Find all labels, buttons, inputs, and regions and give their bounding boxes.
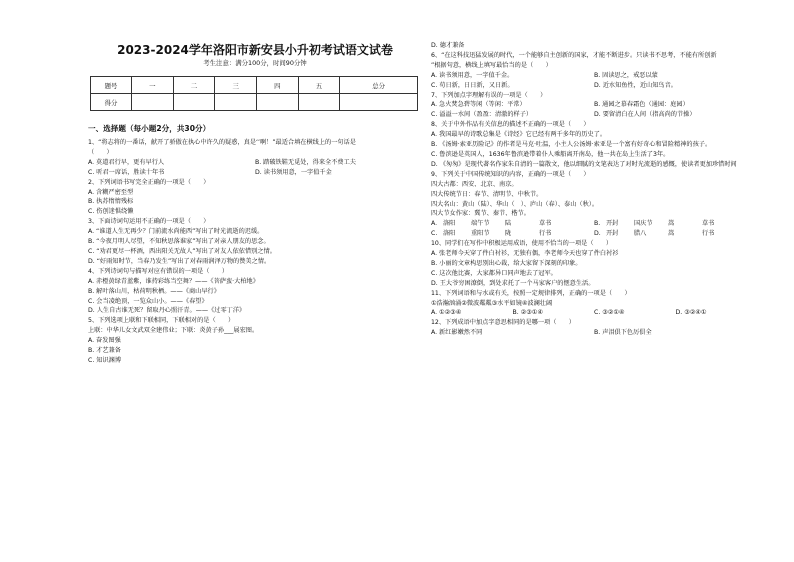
- score-cell[interactable]: [256, 94, 298, 111]
- score-row-label: 得分: [91, 94, 132, 111]
- score-header-cell: 二: [173, 77, 215, 94]
- option-table-row: [431, 219, 757, 229]
- option-group: [431, 229, 594, 239]
- option-item: C. 苟日新，日日新，又日新。: [431, 81, 514, 89]
- score-header-cell: 题号: [91, 77, 132, 94]
- question-line: A. 张老师今天穿了件白衬衫，无独有偶，李老师今天也穿了件白衬衫: [431, 250, 619, 258]
- question-line: B. 《汤姆·索亚历险记》的作者是马克·吐温，小主人公汤姆·索亚是一个富有好奇心和冒险精神的孩子。: [431, 141, 712, 149]
- question-line: B. “今夜月明人尽望，不知秋思落谁家”写出了对亲人朋友的思念。: [88, 238, 270, 246]
- option-cell: 行书: [539, 230, 552, 238]
- option-cell: 草书: [539, 220, 552, 228]
- left-column: [88, 0, 422, 562]
- option-row: [431, 328, 757, 338]
- option-item: A. 急火焚急碧等闲（等闲：平常）: [431, 101, 526, 109]
- question-line: C. 伤创迷惧绕懒: [88, 208, 134, 216]
- question-line: D. 德才兼备: [431, 42, 465, 49]
- option-item: C. 溢溢一水间（盈盈：清澈的样子）: [431, 111, 533, 119]
- option-item: B. 固读思之，戒恶以蒙: [594, 71, 658, 79]
- question-line: A. 赤橙黄绿青蓝紫，谁持彩练当空舞？——《菩萨蛮·大柏地》: [88, 277, 259, 285]
- score-cell[interactable]: [298, 94, 340, 111]
- option-cell: 嵩: [668, 220, 675, 228]
- option-cell: C.: [431, 230, 438, 238]
- option-row: [88, 168, 422, 178]
- option-row: [431, 110, 757, 120]
- question-line: 4、下列诗词句与描写对应有错误的一项是（ ）: [88, 267, 229, 275]
- left-question-list: [88, 138, 422, 366]
- option-cell: D.: [594, 230, 601, 238]
- question-line: 3、下面诗词句运用不正确的一项是（ ）: [88, 218, 210, 226]
- question-line: 上联：中华儿女文武双全建伟业；下联：炎黄子孙___展宏图。: [88, 327, 259, 335]
- score-header-cell: 总分: [340, 77, 418, 94]
- question-line: B. 执苏惰惰残标: [88, 198, 134, 206]
- option-row: [431, 71, 757, 81]
- question-line: 四大传统节日：春节、清明节、中秋节。: [431, 190, 543, 198]
- question-line: D. 王大爷穷困潦倒，到处求托了一个马家客户的惬意生活。: [431, 279, 595, 287]
- score-header-cell: 一: [132, 77, 174, 94]
- option-row: [88, 158, 422, 168]
- question-line: A. 我国最早的诗歌总集是《诗经》它已经有两千多年的历史了。: [431, 131, 607, 139]
- score-header-cell: 四: [256, 77, 298, 94]
- option-group: [594, 229, 757, 239]
- option-cell: 重阳节: [471, 230, 490, 238]
- score-cell[interactable]: [132, 94, 174, 111]
- option-cell: 嵩: [668, 230, 675, 238]
- right-question-list: [431, 41, 757, 338]
- score-cell[interactable]: [215, 94, 257, 111]
- question-line: C. 鲁滨逊是英国人，1636年鲁滨逊带着仆人乘船离开南岛，他一共在岛上生活了3年。: [431, 150, 670, 158]
- score-header-cell: 三: [215, 77, 257, 94]
- question-line: A. 奋发图强: [88, 337, 121, 345]
- option-item: B. 踏破铁鞋无觅处，得来全不费工夫: [255, 158, 356, 166]
- score-cell[interactable]: [173, 94, 215, 111]
- option-item: D. 要留清白在人间（指高尚的节操）: [594, 111, 696, 119]
- score-table-header: [91, 77, 418, 94]
- option-cell: B.: [594, 220, 601, 228]
- option-cell: 端午节: [471, 220, 490, 228]
- question-line: 7、下列加点字理解有误的一项是（ ）: [431, 91, 547, 99]
- option-cell: 陆: [505, 220, 512, 228]
- option-row: [431, 308, 757, 318]
- option-group: [594, 219, 757, 229]
- option-item: D. 读书须用意，一字值千金: [255, 168, 332, 176]
- question-line: 四大节女作家：冀节、秦节、楷节。: [431, 210, 530, 218]
- option-table-row: [431, 229, 757, 239]
- question-line: 1、“将志将的一番话，献开了骄傲在执心中许久的疑惑，真是‘’啊！”最适合填在横线上的一句话是: [88, 139, 356, 146]
- option-item: D. 近水知鱼性，近山知鸟音。: [594, 81, 677, 89]
- score-table-row: [91, 94, 418, 111]
- question-line: 5、下列选项上联和下联相同，下联相对的是（ ）: [88, 317, 235, 325]
- score-table: [90, 76, 418, 111]
- question-line: 12、下列成语中加点字意思相同的是哪一项（ ）: [431, 319, 575, 327]
- option-cell: 国庆节: [634, 220, 653, 228]
- option-item: C. ③②①④: [594, 309, 625, 317]
- question-line: 11、下列词语和与水或有关，按照一定规律排列，正确的一项是（ ）: [431, 289, 631, 297]
- question-line: 9、下列关于中国传统知识的内容，正确的一项是（ ）: [431, 170, 590, 178]
- option-cell: 洛阳: [443, 220, 456, 228]
- question-line: 8、关于中外作品有关信息的描述不正确的一项是（ ）: [431, 121, 590, 129]
- question-line: C. 知识渊博: [88, 356, 122, 364]
- option-item: A. 读书须用意，一字值千金。: [431, 71, 514, 79]
- question-line: ”根据句意，横线上填写最恰当的是（ ）: [431, 61, 552, 69]
- option-group: [431, 219, 594, 229]
- option-item: D. ③②④①: [675, 309, 707, 317]
- option-cell: 行书: [702, 230, 715, 238]
- option-cell: A.: [431, 220, 438, 228]
- question-line: A. “谁道人生无再少？门前流水尚能西”写出了时光流逝的迟缓。: [88, 228, 264, 236]
- option-item: B. 通园之慕春霜色（通园：庭园）: [594, 101, 689, 109]
- exam-title: 2023-2024学年洛阳市新安县小升初考试语文试卷: [117, 43, 393, 57]
- question-line: C. 会当凌绝顶，一览众山小。——《春望》: [88, 297, 208, 305]
- question-line: 四大古都：西安、北京、南京。: [431, 180, 518, 188]
- option-cell: 陇: [505, 230, 512, 238]
- question-line: D. “好雨知时节，当春乃发生”写出了对春雨润泽万物的赞美之情。: [88, 257, 271, 265]
- option-item: A. 莫道君行早，更有早行人: [88, 158, 165, 166]
- score-cell[interactable]: [340, 94, 418, 111]
- option-cell: 开封: [606, 230, 619, 238]
- question-line: 四大名山：黄山（陆）、华山（ ）、庐山（春）、泰山（秋）。: [431, 200, 599, 208]
- question-line: D. 人生自古谁无死？留取丹心照汗青。——《过零丁洋》: [88, 307, 246, 315]
- option-row: [431, 100, 757, 110]
- question-line: B. 小丽的文章构思别出心裁，给大家留下深刻的印象。: [431, 259, 582, 267]
- question-line: 2、下列词语书写完全正确的一项是（ ）: [88, 178, 210, 186]
- option-item: A. ①②③④: [431, 309, 462, 317]
- question-line: （ ）: [88, 148, 113, 156]
- question-line: ①浩瀚汹涌②微波粼粼③水平如镜④波澜壮阔: [431, 299, 553, 307]
- score-header-cell: 五: [298, 77, 340, 94]
- exam-notice: 考生注意：满分100分，时间90分钟: [203, 59, 307, 67]
- question-line: B. 解叶落山川，枯荷明秋栖。——《商山早行》: [88, 287, 220, 295]
- section-heading: 一、选择题（每小题2分，共30分）: [88, 124, 211, 133]
- question-line: C. 这次他比赛，大家都异口同声地去了冠军。: [431, 269, 557, 277]
- option-cell: 开封: [606, 220, 619, 228]
- right-column: [431, 0, 757, 562]
- question-line: A. 含糊严密至型: [88, 188, 134, 196]
- question-line: B. 才艺兼备: [88, 347, 121, 355]
- option-row: [431, 81, 757, 91]
- option-cell: 洛阳: [443, 230, 456, 238]
- option-item: C. 听君一席话，胜读十年书: [88, 168, 165, 176]
- question-line: C. “劝君更尽一杯酒，西出阳关无故人”写出了对友人依依惜别之情。: [88, 247, 276, 255]
- question-line: 10、同学们在写作中积极运用成语，使用不恰当的一项是（ ）: [431, 240, 613, 248]
- question-line: 6、“在这科技迅猛发展的时代，一个能够自主创新的国家，才能不断进步。只读书不思考，不能有所创新: [431, 51, 717, 59]
- option-item: A. 新红影嫩然不同: [431, 329, 483, 337]
- option-item: B. ②③①④: [512, 309, 543, 317]
- option-cell: 草书: [702, 220, 715, 228]
- option-cell: 腊八: [634, 230, 647, 238]
- option-item: B. 声泪俱下色厉俱全: [594, 329, 652, 337]
- question-line: D. 《匆匆》是现代著名作家朱自清的一篇散文，他以细腻的文笔表达了对时光流逝的感慨，使读者更加珍惜时间: [431, 160, 737, 168]
